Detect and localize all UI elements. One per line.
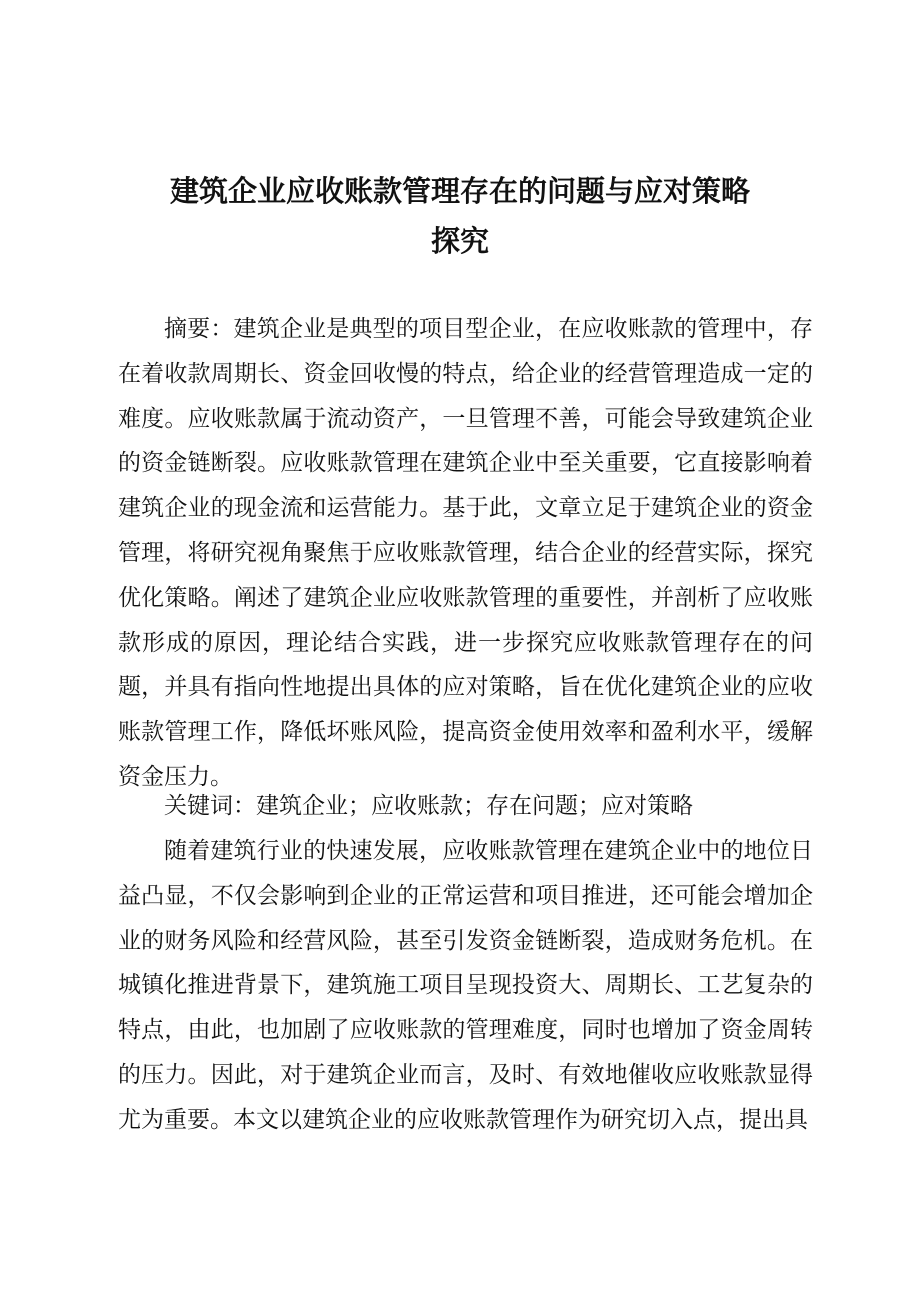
title-line-1: 建筑企业应收账款管理存在的问题与应对策略 [169, 174, 750, 208]
title-line-2: 探究 [430, 224, 489, 258]
abstract-paragraph: 摘要：建筑企业是典型的项目型企业，在应收账款的管理中，存在着收款周期长、资金回收慢的特点，给企业的经营管理造成一定的难度。应收账款属于流动资产，一旦管理不善，可能会导致建筑企业的资金链断裂。应收账款管理在建筑企业中至关重要，它直接影响着建筑企业的现金流和运营能力。基于此，文章立足于建筑企业的资金管理，将研究视角聚焦于应收账款管理，结合企业的经营实际，探究优化策略。阐述了建筑企业应收账款管理的重要性，并剖析了应收账款形成的原因，理论结合实践，进一步探究应收账款管理存在的问题，并具有指向性地提出具体的应对策略，旨在优化建筑企业的应收账款管理工作，降低坏账风险，提高资金使用效率和盈利水平，缓解资金压力。 [118, 316, 813, 790]
document-title [110, 166, 810, 266]
keywords-paragraph: 关键词：建筑企业；应收账款；存在问题；应对策略 [164, 793, 693, 819]
intro-paragraph: 随着建筑行业的快速发展，应收账款管理在建筑企业中的地位日益凸显，不仅会影响到企业的正常运营和项目推进，还可能会增加企业的财务风险和经营风险，甚至引发资金链断裂，造成财务危机。在城镇化推进背景下，建筑施工项目呈现投资大、周期长、工艺复杂的特点，由此，也加剧了应收账款的管理难度，同时也增加了资金周转的压力。因此，对于建筑企业而言，及时、有效地催收应收账款显得尤为重要。本文以建筑企业的应收账款管理作为研究切入点，提出具 [118, 838, 813, 1133]
